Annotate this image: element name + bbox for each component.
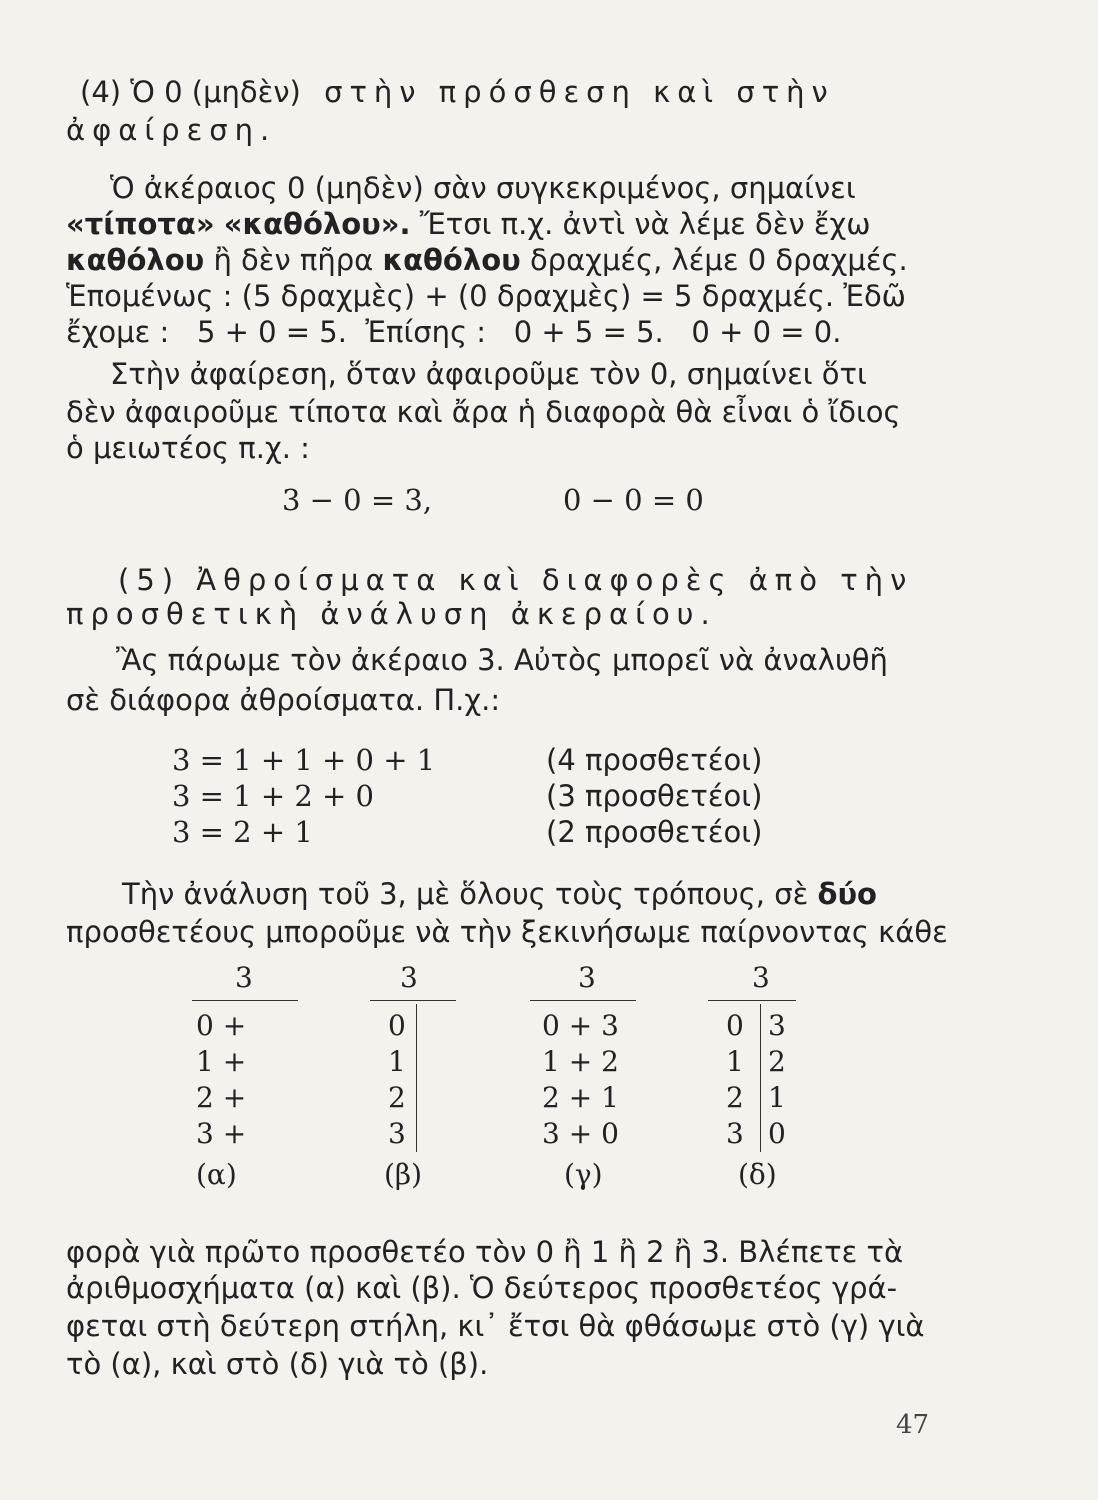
heading-part: (4) Ὁ 0 (μηδὲν) [80,75,301,109]
bold-term: «τίποτα» [66,207,215,241]
decomposition-note: (3 προσθετέοι) [546,779,763,813]
paragraph-line [66,204,871,244]
figure-row: 1 [388,1045,406,1078]
figure-row: 3 [388,1117,406,1150]
paragraph-line: σὲ διάφορα ἀθροίσματα. Π.χ.: [66,683,501,717]
section-5-heading-cont: προσθετικὴ ἀνάλυση ἀκεραίου. [66,597,717,631]
section-5-heading: (5) Ἀθροίσματα καὶ διαφορὲς ἀπὸ τὴν [118,563,914,597]
figure-divider [416,1004,417,1152]
paragraph-line: προσθετέους μποροῦμε νὰ τὴν ξεκινήσωμε παίρνοντας κάθε [66,915,948,949]
figure-row-right: 1 [768,1081,786,1114]
figure-row-left: 2 [726,1081,744,1114]
heading-part: στὴν πρόσθεση καὶ στὴν [324,75,835,109]
decomposition-eq: 3 = 1 + 1 + 0 + 1 [172,743,436,777]
bold-term: «καθόλου». [223,207,411,241]
bold-term: δύο [817,877,877,911]
figure-row-right: 0 [768,1117,786,1150]
decomposition-note: (2 προσθετέοι) [546,815,763,849]
figure-row-left: 3 [726,1117,744,1150]
figure-row: 1 + 2 [542,1045,619,1078]
figure-row: 3 + [196,1117,247,1150]
figure-label: (α) [196,1158,237,1191]
figure-top: 3 [235,961,253,994]
figure-row: 0 + 3 [542,1009,619,1042]
figure-row: 2 [388,1081,406,1114]
equation: 0 − 0 = 0 [563,483,704,517]
text-run: ἢ δὲν πῆρα [213,243,374,277]
paragraph-line: ἀριθμοσχήματα (α) καὶ (β). Ὁ δεύτερος προσθετέος γρά- [66,1271,898,1305]
figure-rule [192,1000,298,1001]
figure-label: (δ) [738,1158,777,1191]
paragraph-line: Ὁ ἀκέραιος 0 (μηδὲν) σὰν συγκεκριμένος, σημαίνει [110,171,856,205]
figure-row: 3 + 0 [542,1117,619,1150]
page-number: 47 [896,1410,930,1440]
paragraph-line: Ἂς πάρωμε τὸν ἀκέραιο 3. Αὐτὸς μπορεῖ νὰ ἀναλυθῆ [116,643,888,677]
paragraph-line: τὸ (α), καὶ στὸ (δ) γιὰ τὸ (β). [66,1347,489,1381]
section-4-heading-cont: ἀφαίρεση. [66,113,277,147]
paragraph-line: φορὰ γιὰ πρῶτο προσθετέο τὸν 0 ἢ 1 ἢ 2 ἢ 3. Βλέπετε τὰ [66,1235,904,1269]
figure-row: 2 + 1 [542,1081,619,1114]
decomposition-note: (4 προσθετέοι) [546,743,763,777]
figure-top: 3 [752,961,770,994]
paragraph-line: Ἑπομένως : (5 δραχμὲς) + (0 δραχμὲς) = 5 δραχμές. Ἐδῶ [66,279,906,313]
figure-divider [760,1004,761,1152]
decomposition-eq: 3 = 2 + 1 [172,815,313,849]
figure-row-right: 2 [768,1045,786,1078]
figure-top: 3 [400,961,418,994]
bold-term: καθόλου [66,243,205,277]
text-run: Τὴν ἀνάλυση τοῦ 3, μὲ ὅλους τοὺς τρόπους, σὲ [122,877,809,911]
paragraph-line: Στὴν ἀφαίρεση, ὅταν ἀφαιροῦμε τὸν 0, σημαίνει ὅτι [110,357,867,391]
figure-top: 3 [578,961,596,994]
figure-row-left: 0 [726,1009,744,1042]
figure-row: 0 [388,1009,406,1042]
figure-rule [708,1000,796,1001]
section-4-heading [80,72,835,112]
figure-row: 1 + [196,1045,247,1078]
equation: 3 − 0 = 3, [282,483,433,517]
paragraph-line [66,240,908,280]
figure-row: 2 + [196,1081,247,1114]
paragraph-line: ὁ μειωτέος π.χ. : [66,431,310,465]
figure-label: (β) [384,1158,423,1191]
paragraph-line [122,874,877,914]
figure-rule [370,1000,456,1001]
figure-row-left: 1 [726,1045,744,1078]
text-run: Ἔτσι π.χ. ἀντὶ νὰ λέμε δὲν ἔχω [419,207,871,241]
text-run: δραχμές, λέμε 0 δραχμές. [529,243,908,277]
decomposition-eq: 3 = 1 + 2 + 0 [172,779,375,813]
paragraph-line: δὲν ἀφαιροῦμε τίποτα καὶ ἄρα ἡ διαφορὰ θὰ εἶναι ὁ ἴδιος [66,395,901,429]
paragraph-line: φεται στὴ δεύτερη στήλη, κι᾿ ἔτσι θὰ φθάσωμε στὸ (γ) γιὰ [66,1309,925,1343]
bold-term: καθόλου [382,243,521,277]
figure-row: 0 + [196,1009,247,1042]
figure-row-right: 3 [768,1009,786,1042]
paragraph-line: ἔχομε : 5 + 0 = 5. Ἐπίσης : 0 + 5 = 5. 0 + 0 = 0. [66,315,842,349]
figure-label: (γ) [564,1158,603,1191]
figure-rule [530,1000,636,1001]
